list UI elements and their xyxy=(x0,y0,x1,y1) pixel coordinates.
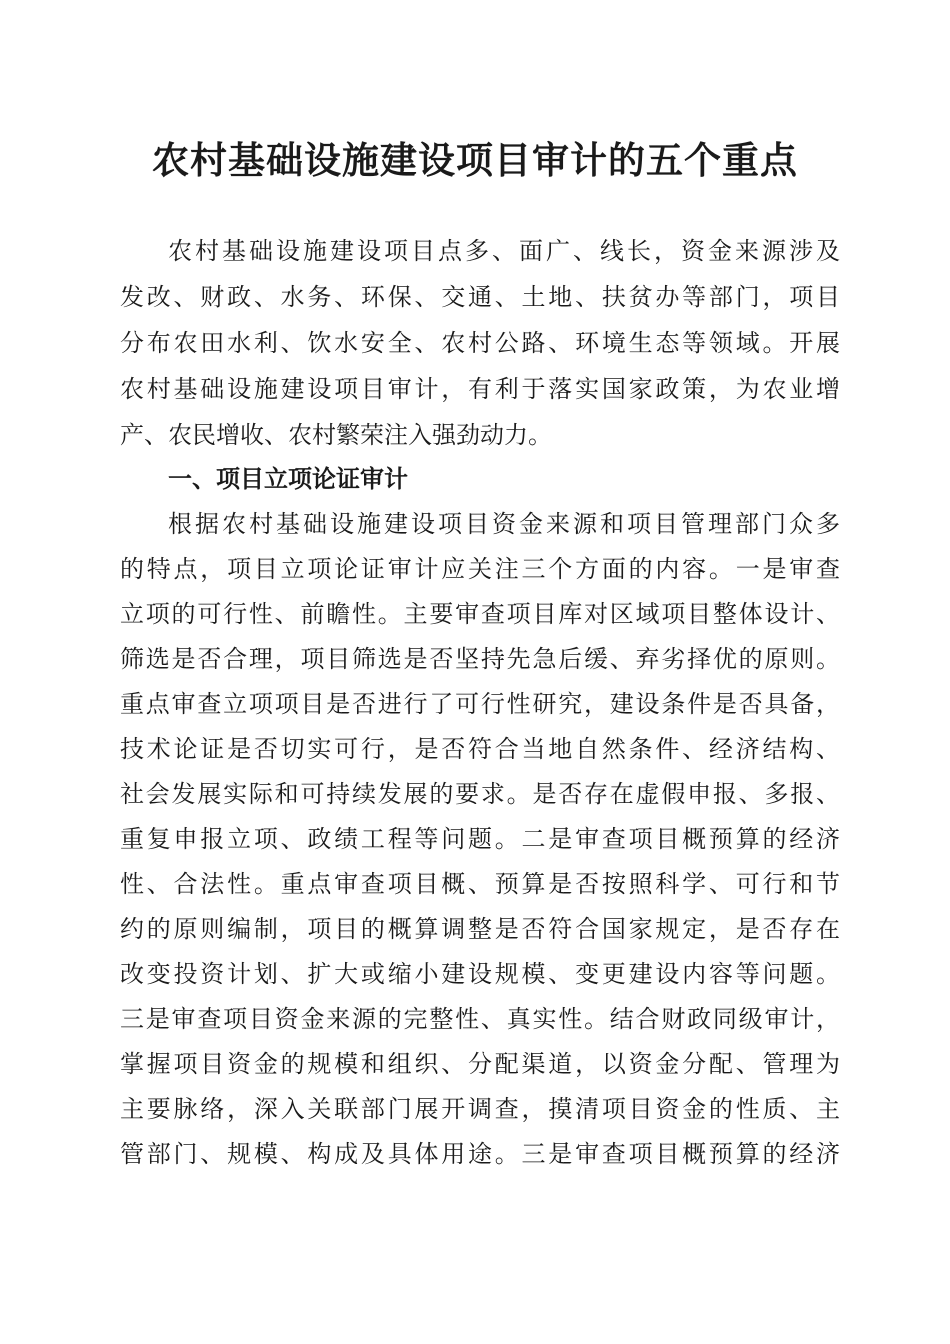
section-1-line-9: 性、合法性。重点审查项目概、预算是否按照科学、可行和节 xyxy=(120,870,840,898)
section-1-line-12: 三是审查项目资金来源的完整性、真实性。结合财政同级审计， xyxy=(120,1005,840,1033)
section-1-line-3: 立项的可行性、前瞻性。主要审查项目库对区域项目整体设计、 xyxy=(120,600,840,628)
section-1-line-13: 掌握项目资金的规模和组织、分配渠道，以资金分配、管理为 xyxy=(120,1050,840,1078)
section-1-line-6: 技术论证是否切实可行，是否符合当地自然条件、经济结构、 xyxy=(120,735,840,763)
intro-line-5: 产、农民增收、农村繁荣注入强劲动力。 xyxy=(120,421,552,449)
intro-line-3: 分布农田水利、饮水安全、农村公路、环境生态等领域。开展 xyxy=(120,329,840,357)
section-1-heading: 一、项目立项论证审计 xyxy=(168,465,408,493)
section-1-line-2: 的特点，项目立项论证审计应关注三个方面的内容。一是审查 xyxy=(120,555,840,583)
section-1-line-5: 重点审查立项项目是否进行了可行性研究，建设条件是否具备， xyxy=(120,690,840,718)
section-1-line-14: 主要脉络，深入关联部门展开调查，摸清项目资金的性质、主 xyxy=(120,1095,840,1123)
intro-line-4: 农村基础设施建设项目审计，有利于落实国家政策，为农业增 xyxy=(120,375,840,403)
section-1-line-7: 社会发展实际和可持续发展的要求。是否存在虚假申报、多报、 xyxy=(120,780,840,808)
document-title: 农村基础设施建设项目审计的五个重点 xyxy=(152,138,798,182)
section-1-line-15: 管部门、规模、构成及具体用途。三是审查项目概预算的经济 xyxy=(120,1140,840,1168)
intro-line-1: 农村基础设施建设项目点多、面广、线长，资金来源涉及 xyxy=(168,237,840,265)
section-1-line-4: 筛选是否合理，项目筛选是否坚持先急后缓、弃劣择优的原则。 xyxy=(120,645,840,673)
section-1-line-10: 约的原则编制，项目的概算调整是否符合国家规定，是否存在 xyxy=(120,915,840,943)
section-1-line-8: 重复申报立项、政绩工程等问题。二是审查项目概预算的经济 xyxy=(120,825,840,853)
section-1-line-1: 根据农村基础设施建设项目资金来源和项目管理部门众多 xyxy=(168,510,840,538)
intro-line-2: 发改、财政、水务、环保、交通、土地、扶贫办等部门，项目 xyxy=(120,283,840,311)
section-1-line-11: 改变投资计划、扩大或缩小建设规模、变更建设内容等问题。 xyxy=(120,960,840,988)
